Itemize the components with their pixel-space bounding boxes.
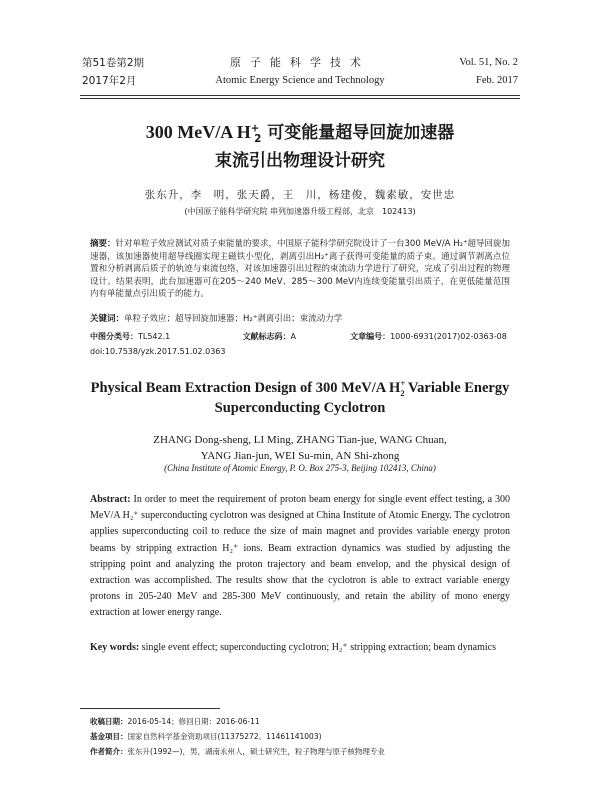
title-zh [0, 118, 600, 175]
abstract-en [90, 492, 510, 622]
footnote-rule [80, 708, 220, 709]
keywords-en-label: Key words: [90, 642, 140, 653]
abstract-zh-text: 针对单粒子效应测试对质子束能量的要求，中国原子能科学研究院设计了一台300 MeV/A H₂⁺超导回旋加速器，该加速器使用超导线圈实现主磁铁小型化，剥离引出H₂⁺离子获得可变能量的质子束。通过调节剥离点位置和分析剥离后质子的轨迹与束流包络，对该加速器引出过程的束流动力学进行了研究，完成了引出过程的物理设计。结果表明，此台加速器可在205～240 MeV、285～300 MeV内连续变能量引出质子，在更低能量范围内有单能量点引出质子的能力。 [90, 239, 510, 299]
volume-en: Vol. 51, No. 2 [459, 57, 518, 68]
title-en-line2: Superconducting Cyclotron [214, 400, 386, 416]
keywords-zh [90, 313, 510, 325]
abstract-en-text: In order to meet the requirement of proton beam energy for single event effect testing, a 300 MeV/A H₂⁺ superconducting cyclotron was designed at China Institute of Atomic Energy. The cyclotron applies superconducting coil to reduce the size of main magnet and provides variable energy proton beams by stripping extraction H₂⁺ ions. Beam extraction dynamics was studied by adjusting the stripping point and analyzing the proton trajectory and beam envelop, and the physical design of extraction was accomplished. The results show that the cyclotron is able to extract variable energy protons in 205-240 MeV and 285-300 MeV continuously, and retain the ability of mono energy extraction at lower energy range. [90, 494, 511, 619]
footnote-received: 收稿日期：2016-05-14；修回日期：2016-06-11 [90, 717, 260, 726]
doi-link[interactable]: 10.7538/yzk.2017.51.02.0363 [104, 347, 226, 356]
classification-line [90, 331, 530, 342]
footnote-fund: 基金项目：国家自然科学基金资助项目(11375272、11461141003) [90, 732, 322, 741]
keywords-zh-label: 关键词： [90, 314, 125, 324]
keywords-zh-text: 单粒子效应；超导回旋加速器；H₂⁺剥离引出；束流动力学 [124, 314, 343, 324]
doc-code: A [290, 332, 297, 341]
journal-name-zh: 原子能科学技术 [230, 56, 370, 69]
affiliation-zh: (中国原子能科学研究院 串列加速器升级工程部，北京 102413) [184, 207, 416, 216]
article-number-group: 文章编号：1000-6931(2017)02-0363-08 [350, 332, 507, 341]
clc-number: TL542.1 [138, 332, 171, 341]
header-center [82, 54, 518, 90]
title-zh-line1: 300 MeV/A $H^+_2$ 可变能量超导回旋加速器 [145, 122, 455, 146]
authors-zh: 张东升，李 明，张天爵，王 川，杨建俊，魏素敏，安世忠 [144, 189, 456, 201]
abstract-zh-label: 摘要： [90, 239, 116, 249]
header-right [459, 54, 518, 90]
authors-en: ZHANG Dong-sheng, LI Ming, ZHANG Tian-jue, WANG Chuan, YANG Jian-jun, WEI Su-min, AN Shi-zhong [153, 434, 447, 462]
keywords-en-text: single event effect; superconducting cyclotron; H₂⁺ stripping extraction; beam dynamics [141, 642, 496, 653]
date-zh: 2017年2月 [82, 75, 137, 87]
running-header [82, 54, 518, 94]
title-en [0, 378, 600, 418]
title-zh-line2: 束流引出物理设计研究 [215, 151, 385, 171]
journal-name-en: Atomic Energy Science and Technology [215, 75, 385, 86]
affiliation-en: (China Institute of Atomic Energy, P. O. Box 275-3, Beijing 102413, China) [164, 463, 436, 473]
abstract-en-label: Abstract: [90, 494, 131, 505]
footnote-author: 作者简介：张东升(1992—)，男，湖南永州人，硕士研究生，粒子物理与原子核物理专业 [90, 747, 385, 756]
doi: doi:10.7538/yzk.2017.51.02.0363 [90, 347, 226, 356]
date-en: Feb. 2017 [476, 75, 518, 86]
header-rule-top [80, 95, 520, 96]
volume-zh: 第51卷第2期 [82, 57, 145, 69]
header-rule-bottom [80, 98, 520, 99]
keywords-en [90, 640, 510, 656]
abstract-zh [90, 238, 510, 301]
clc-group: 中图分类号：TL542.1 [90, 332, 171, 341]
article-number: 1000-6931(2017)02-0363-08 [390, 332, 507, 341]
title-en-line1: Physical Beam Extraction Design of 300 MeV/A $H^+_2$ Variable Energy [90, 378, 510, 398]
doc-code-group: 文献标志码：A [242, 332, 297, 341]
